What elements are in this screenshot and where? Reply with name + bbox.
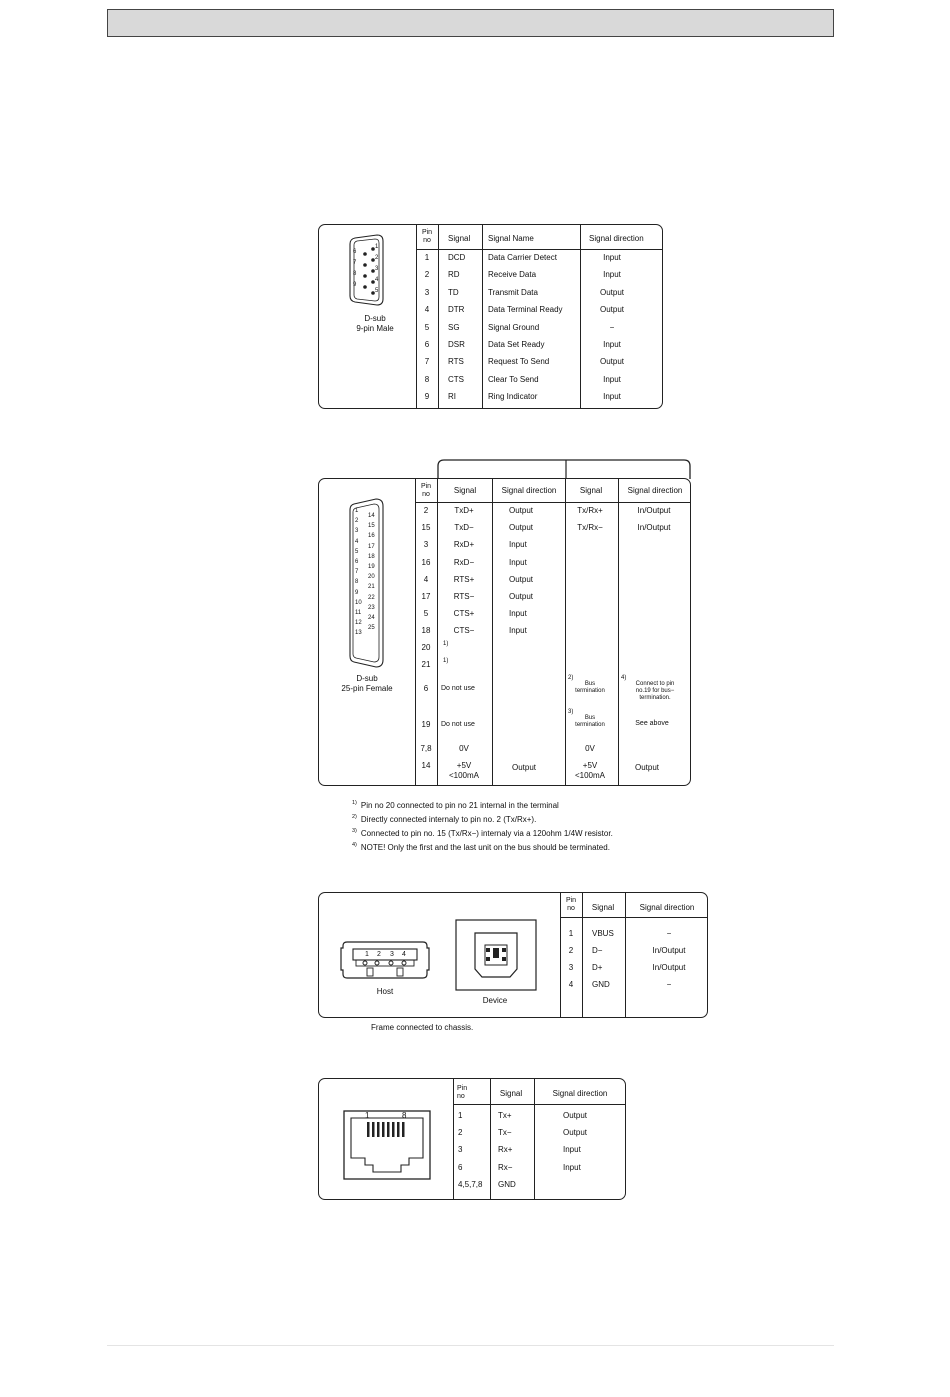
rj45-pin-cell: 2 [458, 1128, 463, 1138]
rj45-header-signal: Signal [499, 1089, 523, 1098]
rj45-signal-cell: Rx+ [498, 1145, 513, 1155]
dsub9-name-cell: Data Terminal Ready [488, 305, 563, 315]
rj45-signal-cell: Tx− [498, 1128, 512, 1138]
dsub9-pin-cell: 1 [424, 253, 430, 262]
dsub25-signal-cell: CTS− [453, 626, 475, 636]
dsub25-signal-cell: RxD+ [453, 540, 475, 550]
dsub25-pin-cell: 14 [421, 761, 431, 770]
usb-host-pin-label: 2 [377, 951, 381, 958]
dsub9-name-cell: Data Carrier Detect [488, 253, 557, 262]
dsub9-pin-cell: 2 [424, 270, 430, 280]
dsub25-connector-label: 25-pin Female [341, 684, 393, 693]
dsub25-footnote [352, 841, 610, 852]
usb-header-pin: Pin [565, 897, 577, 904]
rj45-signal-cell: Rx− [498, 1162, 513, 1172]
dsub9-pin-label: 5 [375, 288, 379, 294]
dsub25-pin-cell: 16 [421, 557, 431, 567]
usb-pin-cell: 2 [568, 946, 574, 955]
dsub25-footnote-mark: 4) [621, 675, 627, 681]
usb-signal-cell: D+ [592, 963, 603, 972]
usb-header-pin: no [567, 905, 575, 912]
dsub25-header-pin: no [422, 491, 430, 498]
dsub9-pin-label: 1 [375, 244, 379, 250]
dsub9-signal-cell: RI [448, 392, 456, 402]
dsub9-name-cell: Clear To Send [488, 374, 539, 384]
dsub25-pin-label: 13 [355, 630, 362, 637]
dsub25-pin-label: 20 [368, 574, 375, 581]
dsub9-pin-label: 9 [353, 282, 357, 288]
dsub9-direction-cell: Input [603, 270, 621, 280]
usb-host-label: Host [376, 987, 394, 996]
dsub25-signal-cell: +5V [582, 761, 598, 770]
dsub25-pin-label: 18 [368, 553, 375, 560]
dsub25-pin-label: 17 [368, 543, 375, 550]
dsub25-pin-label: 15 [368, 523, 375, 530]
dsub25-direction-cell: Input [509, 626, 527, 636]
dsub9-signal-cell: TD [448, 287, 459, 297]
dsub9-connector-label: D-sub [364, 314, 386, 323]
dsub25-pin-label: 7 [355, 569, 359, 576]
usb-host-pin-label: 1 [365, 951, 369, 958]
dsub25-footnote-mark: 1) [443, 658, 449, 664]
dsub9-name-cell: Transmit Data [488, 287, 538, 297]
dsub25-header-pin: Pin [420, 483, 432, 490]
dsub25-pin-cell: 21 [421, 660, 431, 669]
dsub25-direction-cell: See above [635, 720, 669, 727]
rj45-direction-cell: Output [563, 1128, 588, 1138]
dsub25-pin-label: 3 [355, 528, 359, 535]
dsub25-pin-label: 9 [355, 589, 359, 596]
dsub25-signal-cell: TxD− [454, 523, 474, 533]
dsub25-pin-cell: 5 [423, 609, 429, 619]
dsub25-footnote [352, 799, 559, 810]
rj45-pin-label: 8 [402, 1111, 407, 1120]
dsub25-direction-cell: Output [509, 523, 534, 533]
rj45-jack-drawing [343, 1110, 431, 1180]
dsub25-signal-cell: RxD− [453, 557, 475, 567]
dsub9-direction-cell: Input [603, 340, 621, 349]
rj45-header-pin: no [457, 1093, 465, 1100]
dsub9-pin-cell: 9 [424, 392, 430, 402]
dsub9-pin-cell: 8 [424, 374, 430, 384]
usb-direction-cell: In/Output [652, 963, 686, 972]
dsub9-pin-cell: 4 [424, 305, 430, 315]
dsub25-header-direction-a: Signal direction [501, 486, 557, 495]
dsub25-pin-cell: 4 [423, 574, 429, 584]
dsub9-name-cell: Data Set Ready [488, 340, 545, 349]
page-footer-rule [107, 1345, 834, 1346]
dsub25-pin-cell: 7,8 [420, 744, 432, 753]
footnote-text: Pin no 20 connected to pin no 21 internal in the terminal [360, 801, 559, 810]
dsub25-header-direction-b: Signal direction [627, 486, 683, 495]
rj45-pin-cell: 3 [458, 1145, 463, 1155]
rj45-pin-label: 1 [365, 1111, 370, 1120]
dsub25-pin-label: 16 [368, 533, 375, 540]
dsub25-direction-cell: no.19 for bus− [635, 688, 675, 694]
dsub25-signal-cell: Do not use [441, 721, 475, 728]
dsub25-signal-cell: RTS− [453, 592, 475, 601]
dsub25-pin-cell: 6 [423, 684, 429, 693]
usb-host-pin-label: 3 [390, 951, 394, 958]
dsub25-signal-cell: 0V [585, 744, 595, 753]
dsub9-signal-cell: DCD [448, 253, 466, 262]
usb-pin-cell: 1 [568, 929, 574, 938]
dsub9-pin-cell: 6 [424, 340, 430, 349]
dsub25-signal-cell: CTS+ [453, 609, 475, 619]
footnote-mark: 3) [352, 828, 357, 834]
dsub9-pin-cell: 3 [424, 287, 430, 297]
usb-device-connector-drawing [455, 919, 537, 991]
dsub9-pin-cell: 5 [424, 322, 430, 332]
usb-direction-cell: In/Output [652, 946, 686, 955]
dsub9-pin-label: 4 [375, 277, 379, 283]
dsub9-pin-label: 7 [353, 260, 357, 266]
rj45-direction-cell: Input [563, 1162, 581, 1172]
dsub9-name-cell: Receive Data [488, 270, 537, 280]
footnote-mark: 2) [352, 814, 357, 820]
dsub25-direction-cell: Input [509, 557, 527, 567]
dsub9-signal-cell: SG [448, 322, 460, 332]
rj45-signal-cell: GND [498, 1179, 516, 1189]
dsub25-content [318, 478, 691, 786]
rj45-pin-cell: 4,5,7,8 [458, 1179, 483, 1189]
dsub9-direction-cell: Output [599, 357, 625, 367]
dsub25-pin-label: 6 [355, 559, 359, 565]
usb-pin-cell: 3 [568, 963, 574, 972]
dsub9-pin-label: 6 [353, 249, 357, 255]
dsub25-pin-label: 11 [355, 610, 362, 616]
dsub9-direction-cell: Input [603, 374, 621, 384]
dsub25-connector-label: D-sub [356, 674, 378, 683]
dsub9-name-cell: Request To Send [488, 357, 550, 367]
dsub9-direction-cell: Input [603, 392, 621, 402]
dsub25-pin-label: 19 [368, 564, 375, 570]
usb-frame-caption: Frame connected to chassis. [371, 1023, 474, 1032]
dsub25-signal-cell: TxD+ [454, 506, 474, 515]
dsub25-footnote-mark: 2) [568, 675, 574, 681]
dsub25-signal-cell: termination [575, 688, 605, 694]
dsub25-direction-cell: Output [509, 574, 534, 584]
dsub9-direction-cell: Output [599, 287, 625, 297]
dsub25-pin-label: 14 [368, 513, 375, 519]
dsub25-header-signal-b: Signal [579, 486, 603, 495]
dsub9-signal-cell: RTS [448, 357, 464, 367]
dsub25-signal-cell: RTS+ [453, 574, 475, 584]
dsub25-pin-label: 25 [368, 625, 375, 632]
rj45-direction-cell: Input [563, 1145, 581, 1155]
dsub25-signal-cell: 0V [459, 744, 469, 753]
dsub9-signal-cell: DTR [448, 305, 465, 315]
dsub9-name-cell: Ring Indicator [488, 392, 538, 402]
dsub25-pin-cell: 15 [421, 523, 431, 533]
dsub25-direction-cell: In/Output [637, 523, 671, 533]
dsub25-footnote-mark: 3) [568, 709, 574, 715]
dsub25-direction-cell: Output [509, 506, 534, 515]
dsub25-pin-label: 5 [355, 548, 359, 555]
dsub25-pin-label: 4 [355, 538, 359, 545]
footnote-mark: 4) [352, 842, 357, 848]
dsub9-pin-label: 2 [375, 255, 379, 261]
dsub25-direction-cell: Output [634, 763, 660, 772]
usb-direction-cell: − [666, 929, 672, 938]
dsub9-header-pin: Pin [421, 229, 433, 236]
dsub25-signal-cell: <100mA [448, 771, 480, 780]
dsub9-connector-label: 9-pin Male [356, 324, 394, 333]
footnote-text: Directly connected internaly to pin no. 2 (Tx/Rx+). [360, 815, 537, 824]
dsub25-direction-cell: Output [509, 592, 534, 601]
usb-host-pin-label: 4 [402, 951, 406, 958]
dsub9-pin-label: 8 [353, 271, 357, 277]
usb-header-direction: Signal direction [639, 903, 695, 912]
dsub25-pin-label: 8 [355, 579, 359, 586]
usb-pinout-panel [318, 892, 708, 1018]
rj45-header-pin: Pin [457, 1085, 468, 1092]
dsub9-connector-drawing [347, 235, 387, 305]
dsub25-pin-label: 2 [355, 518, 359, 525]
dsub9-signal-cell: CTS [448, 374, 464, 384]
dsub9-pin-label: 3 [375, 266, 379, 272]
usb-signal-cell: D− [592, 946, 603, 955]
dsub9-pin-cell: 7 [424, 357, 430, 367]
dsub9-header-direction: Signal direction [589, 234, 644, 243]
dsub9-signal-cell: RD [448, 270, 460, 280]
dsub9-header-pin: no [423, 237, 431, 244]
rj45-pinout-panel [318, 1078, 626, 1200]
dsub25-direction-cell: Output [511, 763, 537, 772]
dsub25-pin-cell: 18 [421, 626, 431, 636]
dsub9-direction-cell: − [609, 322, 615, 332]
usb-pin-cell: 4 [568, 980, 574, 989]
dsub25-header-signal-a: Signal [453, 486, 477, 495]
dsub9-name-cell: Signal Ground [488, 322, 540, 332]
dsub9-header-signal: Signal [448, 234, 471, 243]
dsub25-pin-label: 10 [355, 599, 362, 606]
dsub9-pinout-panel [318, 224, 663, 409]
dsub25-signal-cell: Tx/Rx− [577, 523, 603, 533]
dsub25-pin-cell: 2 [423, 506, 429, 515]
dsub25-pin-label: 21 [368, 584, 375, 591]
dsub25-pin-label: 23 [368, 604, 375, 611]
dsub25-signal-cell: Bus [584, 715, 596, 721]
usb-signal-cell: GND [592, 980, 610, 989]
dsub25-signal-cell: <100mA [574, 771, 606, 780]
dsub25-direction-cell: Input [509, 609, 527, 619]
dsub25-signal-cell: termination [575, 722, 605, 728]
rj45-signal-cell: Tx+ [498, 1111, 512, 1120]
rj45-header-direction: Signal direction [552, 1089, 608, 1098]
usb-header-signal: Signal [591, 903, 615, 912]
dsub25-direction-cell: Connect to pin [635, 681, 675, 687]
dsub25-pin-label: 12 [355, 620, 362, 627]
footnote-mark: 1) [352, 800, 357, 806]
dsub25-signal-cell: +5V [456, 761, 472, 770]
usb-device-label: Device [482, 996, 508, 1005]
dsub25-signal-cell: Do not use [441, 685, 475, 692]
rj45-direction-cell: Output [563, 1111, 588, 1120]
dsub25-signal-cell: Tx/Rx+ [577, 506, 603, 515]
dsub25-direction-cell: In/Output [637, 506, 671, 515]
dsub9-signal-cell: DSR [448, 340, 465, 349]
footnote-text: NOTE! Only the first and the last unit on the bus should be terminated. [360, 843, 610, 852]
dsub25-signal-cell: Bus [584, 681, 596, 687]
dsub25-pin-cell: 19 [421, 720, 431, 729]
dsub25-footnote [352, 827, 613, 838]
dsub9-header-name: Signal Name [488, 234, 534, 243]
rj45-pin-cell: 6 [458, 1162, 463, 1172]
page-header-bar [107, 9, 834, 37]
usb-signal-cell: VBUS [592, 929, 614, 938]
usb-direction-cell: − [666, 980, 672, 989]
usb-host-connector-drawing [341, 940, 429, 980]
rj45-pin-cell: 1 [458, 1111, 463, 1120]
dsub9-direction-cell: Output [599, 305, 625, 315]
dsub25-pin-label: 24 [368, 615, 375, 621]
dsub25-direction-cell: Input [509, 540, 527, 550]
dsub25-footnote-mark: 1) [443, 641, 449, 647]
footnote-text: Connected to pin no. 15 (Tx/Rx−) internaly via a 120ohm 1/4W resistor. [360, 829, 613, 838]
dsub25-pin-cell: 20 [421, 643, 431, 652]
dsub25-pin-label: 1 [355, 508, 359, 514]
dsub25-pin-cell: 3 [423, 540, 429, 550]
dsub25-footnote [352, 813, 536, 824]
dsub25-pin-label: 22 [368, 594, 375, 601]
dsub9-direction-cell: Input [603, 253, 621, 262]
dsub25-direction-cell: termination. [639, 695, 671, 701]
dsub25-pin-cell: 17 [421, 592, 431, 601]
